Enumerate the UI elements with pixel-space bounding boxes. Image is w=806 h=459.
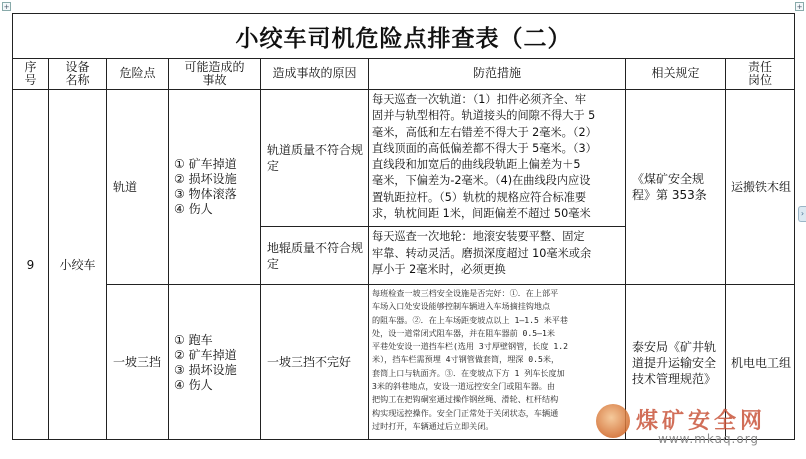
header-hazard: 危险点 bbox=[119, 66, 156, 80]
measures-roller-quality: 每天巡查一次地轮：地滚安装要平整、固定 牢靠、转动灵活。磨损深度超过 10毫米或余 厚小于 2毫米时，必须更换 bbox=[372, 230, 592, 276]
side-collapse-handle[interactable]: › bbox=[798, 206, 806, 222]
watermark-logo-icon bbox=[596, 404, 630, 438]
cause-track-quality: 轨道质量不符合规定 bbox=[267, 143, 364, 173]
cause-slope-stops: 一坡三挡不完好 bbox=[267, 355, 352, 369]
accident-item: ③ 物体滚落 bbox=[174, 187, 237, 201]
accident-list-slope bbox=[169, 285, 260, 440]
header-seq: 序号 bbox=[24, 59, 37, 87]
accident-list-track bbox=[169, 90, 260, 284]
accident-item: ① 矿车掉道 bbox=[174, 157, 237, 171]
accident-item: ④ 伤人 bbox=[174, 377, 213, 392]
page-corner-icon-right: + bbox=[796, 3, 803, 11]
accident-item: ② 损坏设施 bbox=[174, 172, 237, 186]
header-accident: 可能造成的事故 bbox=[184, 59, 245, 87]
header-cause: 造成事故的原因 bbox=[272, 66, 357, 80]
watermark-name: 煤矿安全网 bbox=[636, 408, 767, 434]
header-measures: 防范措施 bbox=[472, 66, 521, 80]
hazard-slope-stops: 一坡三挡 bbox=[113, 355, 162, 369]
hazard-track: 轨道 bbox=[113, 179, 138, 194]
responsible-track: 运搬铁木组 bbox=[731, 180, 792, 194]
header-responsible: 责任岗位 bbox=[747, 59, 772, 87]
header-regulations: 相关规定 bbox=[651, 66, 700, 80]
site-watermark bbox=[596, 404, 796, 454]
measures-track-quality: 每天巡查一次轨道：（1）扣件必须齐全、牢 固并与轨型相符。轨道接头的间隙不得大于 5 毫米，高低和左右错差不得大于 2毫米。（2） 直线顶面的高低偏差都不得大于 5毫米。（3） 直线段和加宽后的曲线段轨距上偏差为＋5 毫米，下偏差为-2毫米。（4)在曲线段内应设 置轨距拉杆。（5）轨枕的规格应符合标准要 求，轨枕间距 1米，间距偏差不超过 50毫米 bbox=[372, 93, 597, 221]
responsible-slope: 机电电工组 bbox=[731, 355, 792, 370]
row-seq: 9 bbox=[26, 257, 35, 272]
header-equipment: 设备名称 bbox=[65, 59, 90, 87]
measures-slope-stops: 每班检查一坡三档安全设施是否完好：①．在上部平 车场入口处安设能够控制车辆进入车场摘挂钩地点 的阻车器。②．在上车场距变坡点以上 1—1.5 米平巷 处，设一道常闭式阻车器，并在阻车器前 0.5—1米 平巷处安设一道挡车栏(选用 3寸厚壁钢管，长度 1.2 米），挡车栏需预埋 4寸钢管做套筒，埋深 0.5米， 套筒上口与轨面齐。③．在变坡点下方 1 列车长度加 3米的斜巷地点，安设一道远控安全门或阻车器。由 把钩工在把钩硐室通过操作钢丝绳、滑轮、杠杆结构 构实现远控操作。安全门正常处于关闭状态，车辆通 过时打开，车辆通过后立即关闭。 bbox=[372, 288, 568, 431]
cause-roller-quality: 地辊质量不符合规定 bbox=[267, 240, 364, 271]
regulation-track: 《煤矿安全规程》第 353条 bbox=[632, 172, 707, 202]
accident-item: ② 矿车掉道 bbox=[174, 347, 237, 362]
regulation-slope: 泰安局《矿井轨道提升运输安全技术管理规范》 bbox=[632, 339, 717, 386]
hazard-checklist-table bbox=[12, 13, 795, 440]
accident-item: ③ 损坏设施 bbox=[174, 362, 237, 377]
accident-item: ④ 伤人 bbox=[174, 202, 213, 216]
table-title: 小绞车司机危险点排查表（二） bbox=[13, 14, 794, 59]
page-corner-icon-left: + bbox=[3, 3, 10, 11]
accident-item: ① 跑车 bbox=[174, 332, 213, 347]
row-equipment: 小绞车 bbox=[59, 257, 96, 272]
watermark-url: www.mkaq.org bbox=[658, 432, 760, 446]
